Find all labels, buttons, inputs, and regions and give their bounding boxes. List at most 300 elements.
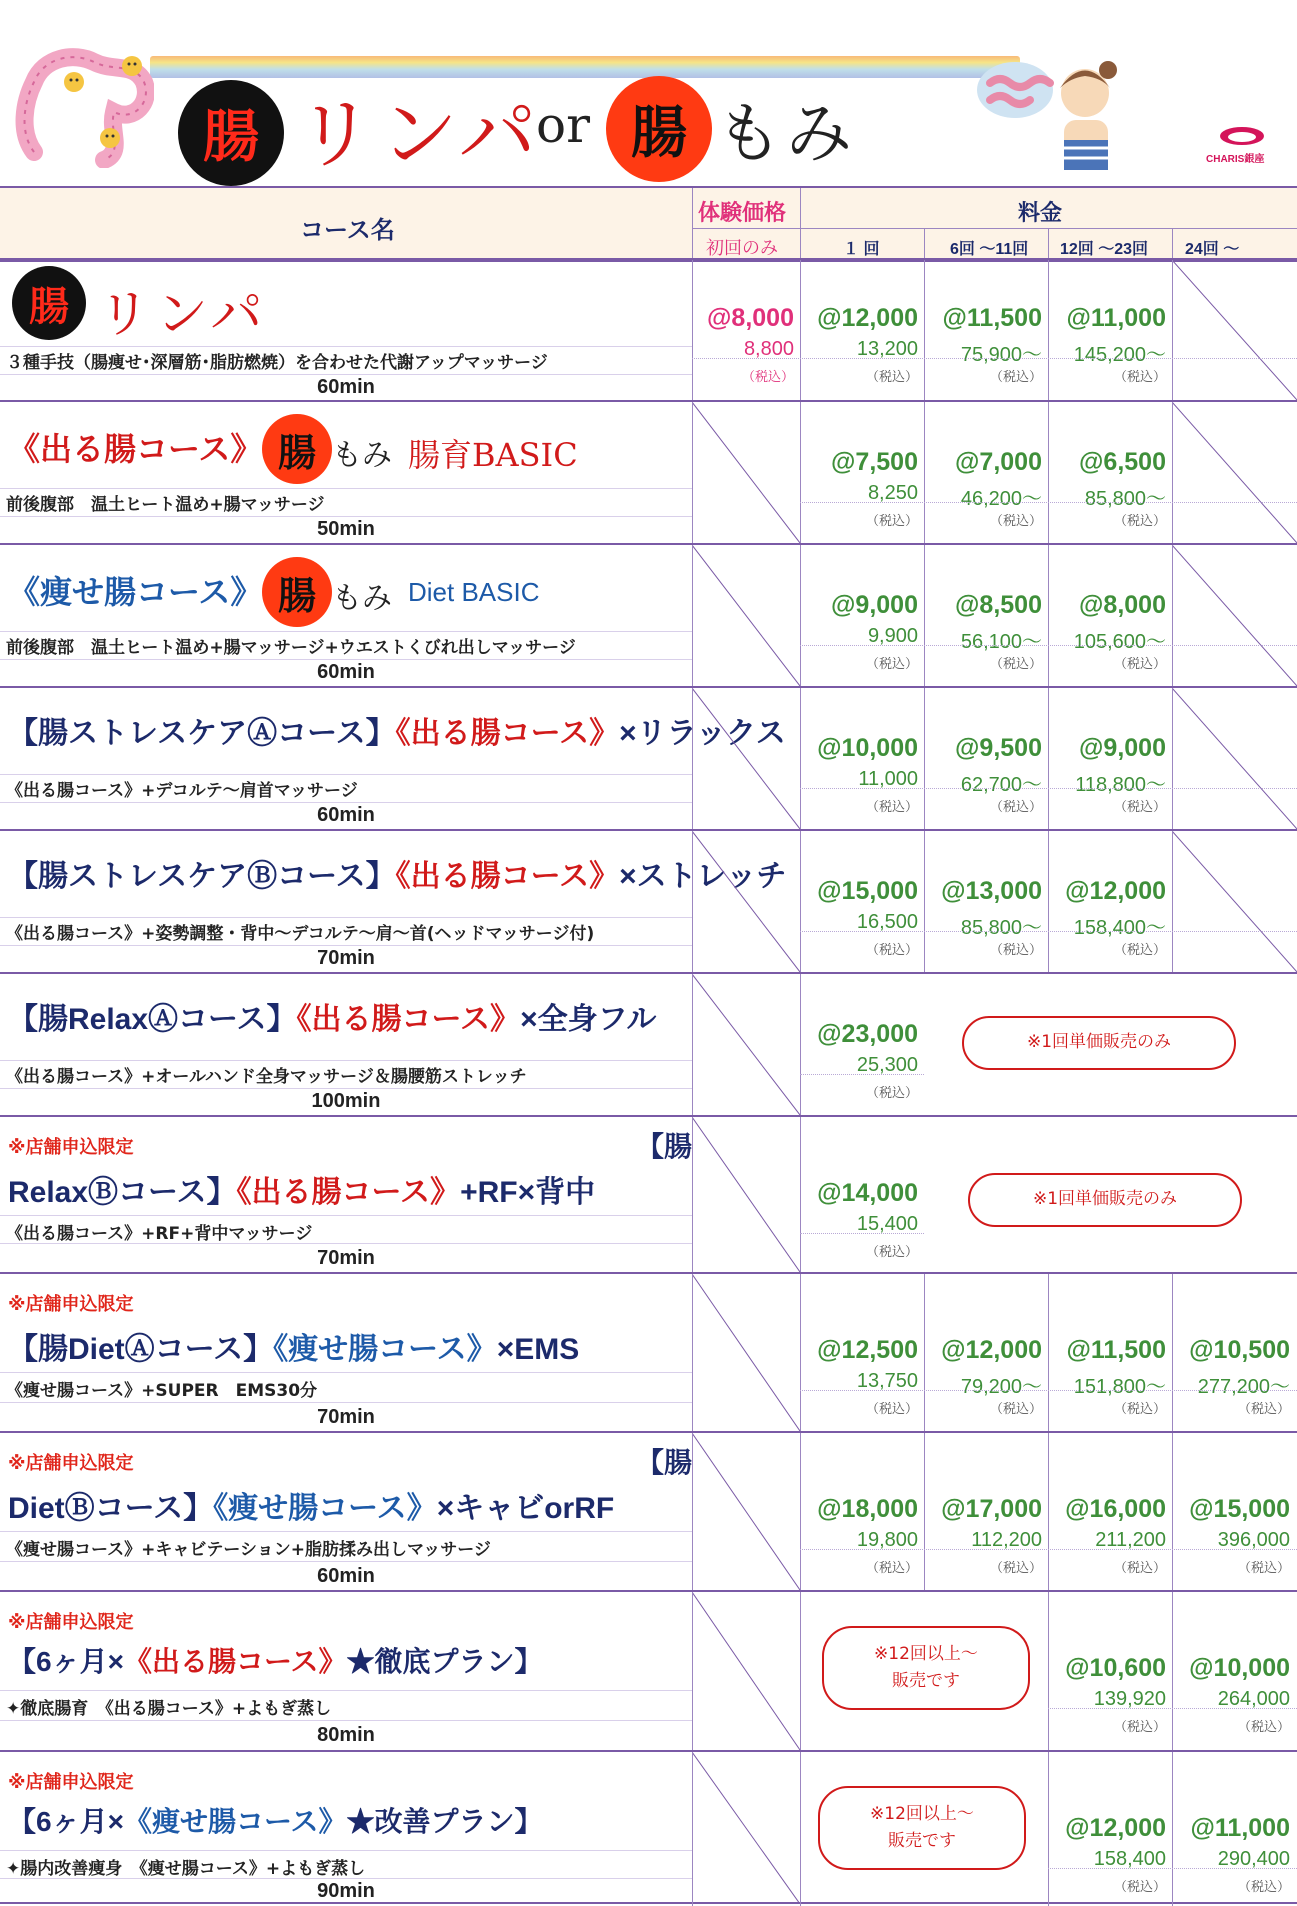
course-suffix: ×全身フル bbox=[520, 1003, 657, 1036]
column-line bbox=[924, 831, 925, 974]
header-col-3: 12回 ～23回 bbox=[1060, 241, 1149, 258]
header-or: or bbox=[536, 96, 591, 154]
price-separator bbox=[800, 1074, 924, 1075]
column-line bbox=[924, 402, 925, 545]
course-duration: 90min bbox=[317, 1880, 375, 1902]
empty-cell-diagonal bbox=[692, 1433, 800, 1590]
header-trial-price: 体験価格 bbox=[698, 200, 787, 225]
price-12-tax: 118,800～ bbox=[1075, 774, 1166, 796]
price-1: @12,000 bbox=[817, 304, 918, 332]
header-vline bbox=[692, 188, 693, 260]
course-row bbox=[0, 1431, 1297, 1590]
column-line bbox=[800, 1752, 801, 1906]
column-line bbox=[692, 974, 693, 1117]
course-title: リンパ bbox=[98, 285, 269, 345]
tax-label: （税込） bbox=[741, 370, 794, 385]
course-suffix: ★改善プラン】 bbox=[346, 1806, 543, 1837]
header-vline bbox=[800, 188, 801, 260]
course-title: 【6ヶ月× bbox=[8, 1806, 124, 1837]
price-12: @8,000 bbox=[1079, 591, 1166, 619]
tax-label: （税込） bbox=[1237, 1561, 1290, 1576]
price-24-tax: 264,000 bbox=[1217, 1688, 1290, 1710]
tax-label: （税込） bbox=[989, 800, 1042, 815]
store-only-notice: ※店舗申込限定 bbox=[8, 1294, 134, 1315]
min-sessions-note bbox=[822, 1626, 1030, 1710]
price-6: @17,000 bbox=[941, 1495, 1042, 1523]
page-header bbox=[0, 0, 1297, 186]
course-description: 《出る腸コース》+オールハンド全身マッサージ＆腸腰筋ストレッチ bbox=[6, 1067, 527, 1087]
course-title: RelaxⒷコース】 bbox=[8, 1176, 237, 1209]
course-description: 前後腹部 温土ヒート温め+腸マッサージ bbox=[6, 495, 325, 515]
course-title: 【腸DietⒶコース】 bbox=[8, 1333, 274, 1366]
course-base: 《痩せ腸コース》 bbox=[123, 1806, 347, 1837]
course-description: 《出る腸コース》+デコルテ～肩首マッサージ bbox=[6, 781, 358, 801]
price-6-tax: 79,200～ bbox=[960, 1376, 1042, 1398]
row-separator bbox=[0, 631, 692, 632]
course-base: 《出る腸コース》 bbox=[296, 1003, 521, 1036]
course-row bbox=[0, 1272, 1297, 1431]
tax-label: （税込） bbox=[1113, 514, 1166, 529]
tax-label: （税込） bbox=[1113, 943, 1166, 958]
row-separator bbox=[0, 1088, 692, 1089]
price-12-tax: 158,400 bbox=[1093, 1848, 1166, 1870]
column-line bbox=[692, 1752, 693, 1906]
column-line bbox=[1172, 1592, 1173, 1752]
trial-price: @8,000 bbox=[707, 304, 794, 332]
empty-cell-diagonal bbox=[1172, 260, 1297, 400]
row-separator bbox=[0, 945, 692, 946]
price-12-tax: 158,400～ bbox=[1073, 917, 1166, 939]
tax-label: （税込） bbox=[1113, 1402, 1166, 1417]
price-6-tax: 46,200～ bbox=[960, 488, 1042, 510]
course-suffix: ×リラックス bbox=[619, 717, 786, 750]
course-suffix: ★徹底プラン】 bbox=[346, 1646, 543, 1677]
tax-label: （税込） bbox=[1237, 1720, 1290, 1735]
store-only-notice: ※店舗申込限定 bbox=[8, 1772, 134, 1793]
course-duration: 80min bbox=[317, 1724, 375, 1746]
price-24-tax: 277,200～ bbox=[1197, 1376, 1290, 1398]
price-12-tax: 139,920 bbox=[1093, 1688, 1166, 1710]
logo-text: CHARIS銀座 bbox=[1206, 154, 1265, 165]
row-separator bbox=[0, 1690, 692, 1691]
price-12-tax: 151,800～ bbox=[1073, 1376, 1166, 1398]
course-description: 《出る腸コース》+RF+背中マッサージ bbox=[6, 1224, 313, 1244]
course-circle-char: 腸 bbox=[277, 572, 316, 618]
course-title: 【6ヶ月× bbox=[8, 1646, 124, 1677]
course-description: ３種手技（腸痩せ･深層筋･脂肪燃焼）を合わせた代謝アップマッサージ bbox=[6, 353, 548, 373]
course-title: DietⒷコース】 bbox=[8, 1492, 214, 1525]
tax-label: （税込） bbox=[1113, 657, 1166, 672]
row-separator bbox=[0, 516, 692, 517]
course-row bbox=[0, 400, 1297, 543]
column-line bbox=[1048, 1433, 1049, 1592]
price-1: @10,000 bbox=[817, 734, 918, 762]
price-24-tax: 396,000 bbox=[1217, 1529, 1290, 1551]
tax-label: （税込） bbox=[865, 1245, 918, 1260]
price-1-tax: 13,750 bbox=[856, 1370, 918, 1392]
tax-label: （税込） bbox=[989, 1402, 1042, 1417]
course-title-line bbox=[8, 708, 786, 752]
column-line bbox=[1048, 402, 1049, 545]
column-line bbox=[692, 1117, 693, 1274]
course-title: 《出る腸コース》 bbox=[8, 431, 263, 467]
price-separator bbox=[1048, 1868, 1297, 1869]
price-separator bbox=[800, 502, 1297, 503]
empty-cell-diagonal bbox=[692, 974, 800, 1115]
woman-stomach-illustration bbox=[960, 48, 1130, 178]
row-separator bbox=[0, 917, 692, 918]
column-line bbox=[800, 260, 801, 402]
price-12: @11,500 bbox=[1066, 1336, 1166, 1364]
min-sessions-note-line2: 販売です bbox=[887, 1831, 956, 1851]
empty-cell-diagonal bbox=[692, 402, 800, 543]
header-col-2: 6回 ～11回 bbox=[950, 241, 1029, 258]
course-suffix: +RF×背中 bbox=[460, 1176, 596, 1209]
tax-label: （税込） bbox=[1237, 1402, 1290, 1417]
column-line bbox=[692, 1274, 693, 1433]
price-1: @23,000 bbox=[817, 1020, 918, 1048]
empty-cell-diagonal bbox=[692, 688, 800, 829]
price-1-tax: 9,900 bbox=[867, 625, 918, 647]
price-12-tax: 211,200 bbox=[1095, 1529, 1166, 1551]
price-12: @11,000 bbox=[1066, 304, 1166, 332]
price-1: @18,000 bbox=[817, 1495, 918, 1523]
column-line bbox=[800, 688, 801, 831]
price-24-tax: 290,400 bbox=[1217, 1848, 1290, 1870]
price-6: @13,000 bbox=[941, 877, 1042, 905]
column-line bbox=[1172, 1433, 1173, 1592]
course-base: 《痩せ腸コース》 bbox=[213, 1492, 437, 1525]
course-row bbox=[0, 829, 1297, 972]
column-line bbox=[800, 1433, 801, 1592]
column-line bbox=[800, 1592, 801, 1752]
course-circle bbox=[12, 266, 86, 340]
price-12: @9,000 bbox=[1079, 734, 1166, 762]
price-1: @15,000 bbox=[817, 877, 918, 905]
column-line bbox=[692, 260, 693, 402]
price-6: @11,500 bbox=[942, 304, 1042, 332]
course-description: ✦徹底腸育 《出る腸コース》+よもぎ蒸し bbox=[6, 1699, 332, 1719]
price-separator bbox=[800, 931, 1297, 932]
tax-label: （税込） bbox=[989, 514, 1042, 529]
column-line bbox=[924, 1274, 925, 1433]
tax-label: （税込） bbox=[1113, 1561, 1166, 1576]
tax-label: （税込） bbox=[865, 1561, 918, 1576]
price-6-tax: 62,700～ bbox=[960, 774, 1042, 796]
course-suffix: ×EMS bbox=[496, 1333, 580, 1366]
empty-cell-diagonal bbox=[692, 545, 800, 686]
column-line bbox=[692, 831, 693, 974]
column-line bbox=[924, 688, 925, 831]
column-line bbox=[1048, 545, 1049, 688]
course-title: 《痩せ腸コース》 bbox=[8, 574, 263, 610]
price-6: @12,000 bbox=[941, 1336, 1042, 1364]
price-6-tax: 85,800～ bbox=[960, 917, 1042, 939]
column-line bbox=[1048, 1752, 1049, 1906]
price-6: @9,500 bbox=[955, 734, 1042, 762]
column-line bbox=[1172, 1274, 1173, 1433]
row-separator bbox=[0, 1060, 692, 1061]
course-duration: 60min bbox=[317, 804, 375, 826]
table-header bbox=[0, 186, 1297, 262]
empty-cell-diagonal bbox=[692, 1274, 800, 1431]
course-circle bbox=[262, 414, 332, 484]
header-vline bbox=[1172, 228, 1173, 260]
course-row bbox=[0, 1115, 1297, 1272]
price-6: @7,000 bbox=[955, 448, 1042, 476]
row-separator bbox=[0, 802, 692, 803]
course-title: 【腸ストレスケアⒶコース】 bbox=[8, 717, 396, 750]
course-description: ✦腸内改善痩身 《痩せ腸コース》+よもぎ蒸し bbox=[6, 1859, 366, 1879]
course-title-line bbox=[8, 1483, 614, 1527]
column-line bbox=[1048, 260, 1049, 402]
price-1-tax: 13,200 bbox=[856, 338, 918, 360]
course-description: 前後腹部 温土ヒート温め+腸マッサージ+ウエストくびれ出しマッサージ bbox=[6, 638, 576, 658]
column-line bbox=[924, 1433, 925, 1592]
price-12-tax: 85,800～ bbox=[1084, 488, 1166, 510]
tax-label: （税込） bbox=[989, 943, 1042, 958]
header-vline bbox=[924, 228, 925, 260]
row-separator bbox=[0, 1850, 692, 1851]
tax-label: （税込） bbox=[1237, 1880, 1290, 1895]
column-line bbox=[1048, 688, 1049, 831]
price-6: @8,500 bbox=[955, 591, 1042, 619]
single-price-note: ※1回単価販売のみ bbox=[962, 1016, 1236, 1070]
column-line bbox=[692, 1592, 693, 1752]
header-circle-black bbox=[178, 80, 284, 186]
tax-label: （税込） bbox=[865, 1086, 918, 1101]
empty-cell-diagonal bbox=[692, 1592, 800, 1750]
min-sessions-note-line1: ※12回以上～ bbox=[874, 1643, 978, 1664]
price-1-tax: 15,400 bbox=[856, 1213, 918, 1235]
row-separator bbox=[0, 374, 692, 375]
course-title: 【腸ストレスケアⒷコース】 bbox=[8, 860, 396, 893]
empty-cell-diagonal bbox=[1172, 402, 1297, 543]
course-duration: 60min bbox=[317, 376, 375, 398]
row-separator bbox=[0, 1215, 692, 1216]
course-base: 《痩せ腸コース》 bbox=[273, 1333, 497, 1366]
course-description: 《痩せ腸コース》+SUPER EMS30分 bbox=[6, 1381, 318, 1401]
column-line bbox=[924, 260, 925, 402]
course-momi: もみ bbox=[332, 581, 392, 616]
tax-label: （税込） bbox=[1113, 1720, 1166, 1735]
price-1-tax: 19,800 bbox=[856, 1529, 918, 1551]
row-separator bbox=[0, 346, 692, 347]
price-12: @12,000 bbox=[1065, 1814, 1166, 1842]
course-duration: 70min bbox=[317, 1247, 375, 1269]
tax-label: （税込） bbox=[989, 370, 1042, 385]
price-separator bbox=[800, 645, 1297, 646]
empty-cell-diagonal bbox=[1172, 545, 1297, 686]
header-circle-char: 腸 bbox=[203, 104, 259, 170]
price-12: @16,000 bbox=[1065, 1495, 1166, 1523]
course-row bbox=[0, 543, 1297, 686]
course-description: 《出る腸コース》+姿勢調整・背中～デコルテ～肩～首(ヘッドマッサージ付) bbox=[6, 924, 595, 944]
price-12-tax: 105,600～ bbox=[1073, 631, 1166, 653]
row-separator bbox=[0, 1243, 692, 1244]
column-line bbox=[692, 1433, 693, 1592]
price-1-tax: 25,300 bbox=[856, 1054, 918, 1076]
empty-cell-diagonal bbox=[1172, 831, 1297, 972]
column-line bbox=[1172, 545, 1173, 688]
price-1: @7,500 bbox=[831, 448, 918, 476]
price-separator bbox=[800, 1233, 924, 1234]
header-divider bbox=[692, 228, 1297, 229]
column-line bbox=[692, 402, 693, 545]
course-title-line bbox=[8, 1800, 543, 1840]
tax-label: （税込） bbox=[865, 370, 918, 385]
price-24: @11,000 bbox=[1190, 1814, 1290, 1842]
column-line bbox=[924, 545, 925, 688]
column-line bbox=[1172, 688, 1173, 831]
tax-label: （税込） bbox=[1113, 370, 1166, 385]
course-title-line bbox=[8, 1640, 543, 1680]
tax-label: （税込） bbox=[865, 800, 918, 815]
course-description: 《痩せ腸コース》+キャビテーション+脂肪揉み出しマッサージ bbox=[6, 1540, 491, 1560]
course-base: 《出る腸コース》 bbox=[123, 1646, 347, 1677]
price-24: @15,000 bbox=[1189, 1495, 1290, 1523]
course-duration: 50min bbox=[317, 518, 375, 540]
price-separator bbox=[800, 788, 1297, 789]
column-line bbox=[800, 1274, 801, 1433]
course-row bbox=[0, 1590, 1297, 1750]
empty-cell-diagonal bbox=[692, 1117, 800, 1272]
price-separator bbox=[800, 1390, 1297, 1391]
price-separator bbox=[800, 1549, 1297, 1550]
price-6-tax: 75,900～ bbox=[960, 344, 1042, 366]
course-row bbox=[0, 1750, 1297, 1904]
header-momi-title: もみ bbox=[716, 95, 856, 172]
row-separator bbox=[0, 659, 692, 660]
min-sessions-note-line1: ※12回以上～ bbox=[870, 1803, 974, 1824]
header-vline bbox=[1048, 228, 1049, 260]
row-separator bbox=[0, 488, 692, 489]
course-suffix: ×キャビorRF bbox=[436, 1492, 615, 1525]
course-duration: 70min bbox=[317, 947, 375, 969]
price-12: @6,500 bbox=[1079, 448, 1166, 476]
course-suffix: ×ストレッチ bbox=[619, 860, 787, 893]
price-12: @10,600 bbox=[1065, 1654, 1166, 1682]
course-duration: 60min bbox=[317, 661, 375, 683]
tax-label: （税込） bbox=[989, 657, 1042, 672]
column-line bbox=[800, 974, 801, 1117]
tax-label: （税込） bbox=[865, 943, 918, 958]
course-momi: もみ bbox=[332, 438, 392, 473]
course-title-prefix: 【腸 bbox=[636, 1447, 693, 1478]
column-line bbox=[692, 688, 693, 831]
course-title-line bbox=[8, 851, 786, 895]
trial-price-tax: 8,800 bbox=[743, 338, 794, 360]
column-line bbox=[1172, 260, 1173, 402]
price-1: @9,000 bbox=[831, 591, 918, 619]
price-24: @10,000 bbox=[1189, 1654, 1290, 1682]
column-line bbox=[800, 1117, 801, 1274]
course-title-prefix: 【腸 bbox=[636, 1131, 693, 1162]
course-duration: 60min bbox=[317, 1565, 375, 1587]
tax-label: （税込） bbox=[865, 1402, 918, 1417]
course-circle-char: 腸 bbox=[29, 282, 69, 330]
price-separator bbox=[692, 358, 1297, 359]
header-circle-char: 腸 bbox=[631, 100, 687, 166]
course-title: 【腸RelaxⒶコース】 bbox=[8, 1003, 297, 1036]
header-lympha-title: リンパ bbox=[296, 90, 543, 180]
column-line bbox=[692, 545, 693, 688]
row-separator bbox=[0, 1372, 692, 1373]
price-1-tax: 11,000 bbox=[858, 768, 918, 790]
course-subtitle: Diet BASIC bbox=[408, 577, 540, 607]
tax-label: （税込） bbox=[865, 514, 918, 529]
column-line bbox=[800, 831, 801, 974]
course-title-line bbox=[8, 1167, 595, 1211]
course-row bbox=[0, 972, 1297, 1115]
column-line bbox=[1172, 402, 1173, 545]
header-circle-orange bbox=[606, 76, 712, 182]
price-12: @12,000 bbox=[1065, 877, 1166, 905]
store-only-notice: ※店舗申込限定 bbox=[8, 1612, 134, 1633]
header-fee: 料金 bbox=[1018, 200, 1063, 225]
column-line bbox=[1172, 831, 1173, 974]
price-6-tax: 56,100～ bbox=[960, 631, 1042, 653]
single-price-note: ※1回単価販売のみ bbox=[968, 1173, 1242, 1227]
store-only-notice: ※店舗申込限定 bbox=[8, 1137, 134, 1158]
course-subtitle: 腸育BASIC bbox=[408, 436, 578, 474]
price-separator bbox=[1048, 1708, 1297, 1709]
price-6-tax: 112,200 bbox=[971, 1529, 1042, 1551]
store-only-notice: ※店舗申込限定 bbox=[8, 1453, 134, 1474]
row-separator bbox=[0, 1561, 692, 1562]
course-circle-char: 腸 bbox=[277, 429, 316, 475]
course-duration: 100min bbox=[311, 1090, 381, 1112]
intestine-illustration bbox=[14, 42, 154, 168]
column-line bbox=[800, 402, 801, 545]
price-24: @10,500 bbox=[1189, 1336, 1290, 1364]
course-row bbox=[0, 686, 1297, 829]
tax-label: （税込） bbox=[1113, 1880, 1166, 1895]
tax-label: （税込） bbox=[989, 1561, 1042, 1576]
course-base: 《出る腸コース》 bbox=[395, 860, 620, 893]
column-line bbox=[800, 545, 801, 688]
row-separator bbox=[0, 1531, 692, 1532]
tax-label: （税込） bbox=[1113, 800, 1166, 815]
course-base: 《出る腸コース》 bbox=[236, 1176, 461, 1209]
header-col-1: １ 回 bbox=[843, 241, 880, 258]
course-title-line bbox=[8, 1324, 579, 1368]
row-separator bbox=[0, 774, 692, 775]
min-sessions-note bbox=[818, 1786, 1026, 1870]
column-line bbox=[1172, 1752, 1173, 1906]
header-course-name: コース名 bbox=[300, 217, 395, 244]
course-base: 《出る腸コース》 bbox=[395, 717, 620, 750]
empty-cell-diagonal bbox=[1172, 688, 1297, 829]
price-1: @12,500 bbox=[817, 1336, 918, 1364]
column-line bbox=[1048, 1592, 1049, 1752]
course-row bbox=[0, 258, 1297, 400]
course-duration: 70min bbox=[317, 1406, 375, 1428]
price-12-tax: 145,200～ bbox=[1073, 344, 1166, 366]
empty-cell-diagonal bbox=[692, 1752, 800, 1904]
row-separator bbox=[0, 1878, 692, 1879]
rainbow-banner bbox=[150, 56, 1020, 78]
column-line bbox=[1048, 831, 1049, 974]
min-sessions-note-line2: 販売です bbox=[891, 1671, 960, 1691]
header-trial-only: 初回のみ bbox=[706, 238, 778, 258]
header-col-4: 24回 ～ bbox=[1185, 241, 1240, 258]
tax-label: （税込） bbox=[865, 657, 918, 672]
empty-cell-diagonal bbox=[692, 831, 800, 972]
row-separator bbox=[0, 1720, 692, 1721]
price-1-tax: 8,250 bbox=[867, 482, 918, 504]
column-line bbox=[1048, 1274, 1049, 1433]
